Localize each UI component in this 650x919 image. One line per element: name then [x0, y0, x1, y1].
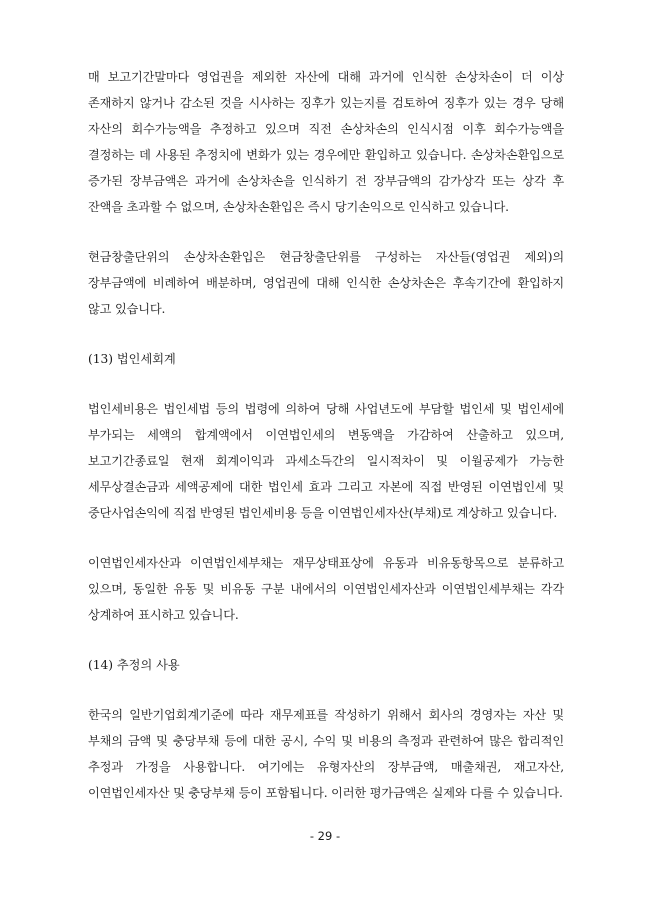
- paragraph-income-tax-expense: 법인세비용은 법인세법 등의 법령에 의하여 당해 사업년도에 부담할 법인세 및 법인세에 부가되는 세액의 합계액에서 이연법인세의 변동액을 가감하여 산출하고 있으며, 보고기간종료일 현재 회계이익과 과세소득간의 일시적차이 및 이월공제가 가능한 세무상결손금과 세액공제에 대한 법인세 효과 그리고 자본에 직접 반영된 이연법인세 및 중단사업손익에 직접 반영된 법인세비용 등을 이연법인세자산(부채)로 계상하고 있습니다.: [88, 402, 564, 520]
- paragraph-estimates: 한국의 일반기업회계기준에 따라 재무제표를 작성하기 위해서 회사의 경영자는 자산 및 부채의 금액 및 충당부채 등에 대한 공시, 수익 및 비용의 측정과 관련하여 많은 합리적인 추정과 가정을 사용합니다. 여기에는 유형자산의 장부금액, 매출채권, 재고자산, 이연법인세자산 및 충당부채 등이 포함됩니다. 이러한 평가금액은 실제와 다를 수 있습니다.: [88, 708, 564, 800]
- paragraph-impairment-reversal: 매 보고기간말마다 영업권을 제외한 자산에 대해 과거에 인식한 손상차손이 더 이상 존재하지 않거나 감소된 것을 시사하는 징후가 있는지를 검토하여 징후가 있는 경우 당해 자산의 회수가능액을 추정하고 있으며 직전 손상차손의 인식시점 이후 회수가능액을 결정하는 데 사용된 추정치에 변화가 있는 경우에만 환입하고 있습니다. 손상차손환입으로 증가된 장부금액은 과거에 손상차손을 인식하기 전 장부금액의 감가상각 또는 상각 후 잔액을 초과할 수 없으며, 손상차손환입은 즉시 당기손익으로 인식하고 있습니다.: [88, 70, 564, 214]
- document-body: [88, 64, 564, 830]
- paragraph-cash-generating-unit: 현금창출단위의 손상차손환입은 현금창출단위를 구성하는 자산들(영업권 제외)의 장부금액에 비례하여 배분하며, 영업권에 대해 인식한 손상차손은 후속기간에 환입하지 않고 있습니다.: [88, 250, 564, 316]
- section-heading-income-tax: (13) 법인세회계: [88, 352, 176, 366]
- section-heading-use-of-estimates: (14) 추정의 사용: [88, 658, 180, 672]
- paragraph-deferred-tax: 이연법인세자산과 이연법인세부채는 재무상태표상에 유동과 비유동항목으로 분류하고 있으며, 동일한 유동 및 비유동 구분 내에서의 이연법인세자산과 이연법인세부채는 각각 상계하여 표시하고 있습니다.: [88, 556, 564, 622]
- page-number: - 29 -: [309, 829, 341, 843]
